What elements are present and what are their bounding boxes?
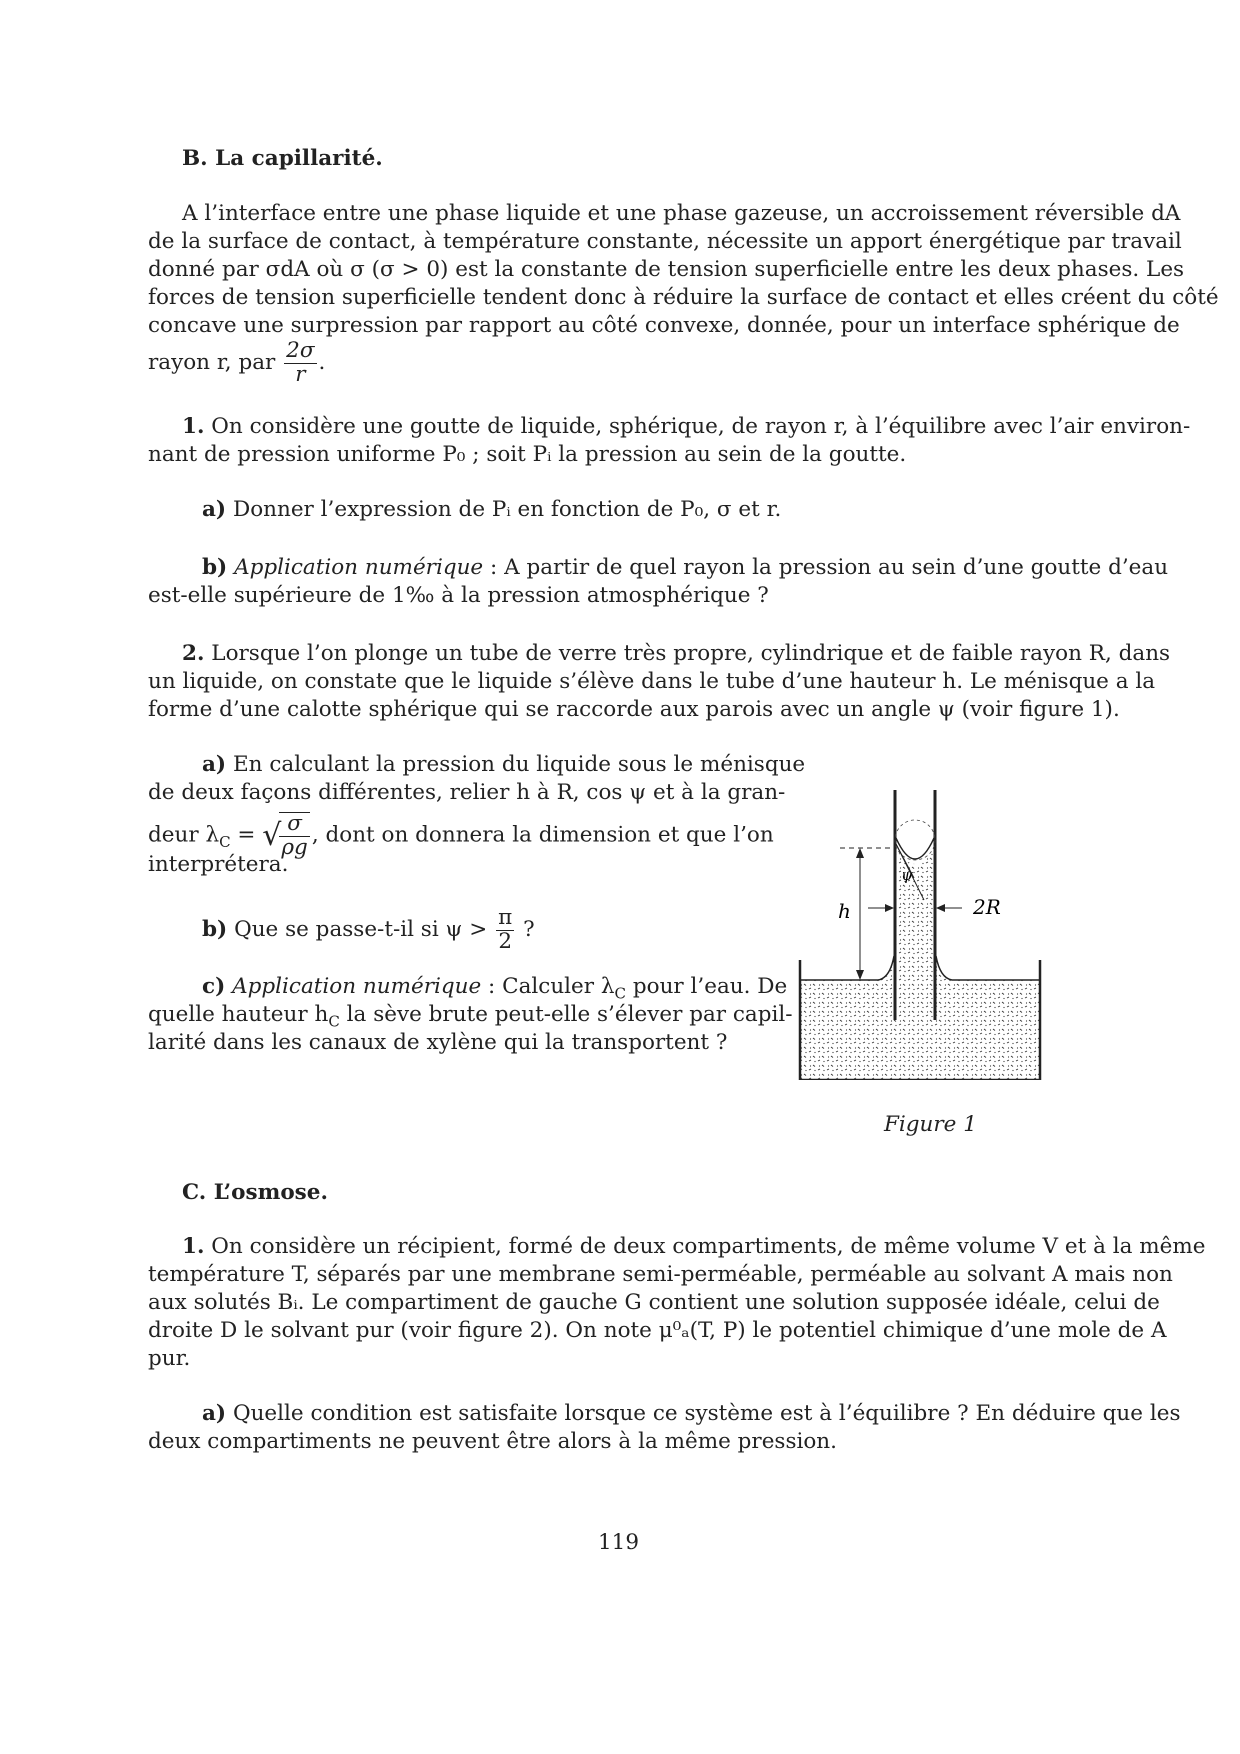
page-number: 119 (598, 1530, 640, 1555)
q2-text: Lorsque l’on plonge un tube de verre très propre, cylindrique et de faible rayon R, dans (211, 641, 1171, 666)
q2c-sub1: C (614, 984, 627, 1003)
c-q1-text: On considère un récipient, formé de deux compartiments, de même volume V et à la même (211, 1234, 1206, 1259)
q2a-sub: C (219, 832, 231, 851)
q2c-text1-end: pour l’eau. De (626, 974, 788, 999)
q2c-text2-end: la sève brute peut-elle s’élever par capil- (339, 1002, 793, 1027)
pi-over-two (496, 907, 514, 953)
q2a-eq: = (230, 822, 263, 848)
h-arrow-bottom (856, 970, 864, 980)
c-q1a-text: Quelle condition est satisfaite lorsque ce système est à l’équilibre ? En déduire que les (232, 1401, 1181, 1426)
q1a (202, 497, 781, 522)
q1-number: 1. (182, 414, 205, 439)
q2b (202, 907, 535, 953)
h-arrow-top (856, 848, 864, 858)
basin-surface-right (936, 956, 1040, 980)
c-q1-line1 (182, 1234, 1206, 1259)
c-q1a-label: a) (202, 1401, 227, 1426)
q2-number: 2. (182, 641, 205, 666)
fraction-numerator: 2σ (286, 338, 315, 363)
q1b-label: b) (202, 555, 228, 580)
q1-line1 (182, 414, 1191, 439)
q2a-line4: interprétera. (148, 852, 289, 877)
fraction-denominator: r (295, 361, 306, 387)
c-q1a-line1 (202, 1401, 1181, 1426)
basin-surface-left (800, 956, 894, 980)
intro-line: forces de tension superficielle tendent donc à réduire la surface de contact et elles créent du côté (148, 285, 1219, 310)
q2-line3: forme d’une calotte sphérique qui se raccorde aux parois avec un angle ψ (voir figure 1). (148, 697, 1120, 722)
q1-text: On considère une goutte de liquide, sphérique, de rayon r, à l’équilibre avec l’air environ- (211, 414, 1191, 439)
sqrt-numerator: σ (279, 813, 309, 837)
2r-arrow-right-head (936, 904, 945, 912)
q2b-end: ? (523, 917, 535, 943)
intro-last-text: rayon r, par (148, 350, 276, 376)
q2b-label: b) (202, 917, 228, 943)
q2a-post: , dont on donnera la dimension et que l’on (311, 822, 774, 848)
q2c-text1: : Calculer λ (481, 974, 615, 999)
intro-line: donné par σdA où σ (σ > 0) est la constante de tension superficielle entre les deux phases. Les (148, 257, 1185, 282)
q1-line2: nant de pression uniforme P₀ ; soit Pᵢ la pression au sein de la goutte. (148, 442, 907, 467)
pi: π (498, 905, 513, 930)
q1b-text: : A partir de quel rayon la pression au sein d’une goutte d’eau (483, 555, 1169, 580)
q2-line2: un liquide, on constate que le liquide s’élève dans le tube d’une hauteur h. Le ménisque a la (148, 669, 1156, 694)
c-q1-line4: droite D le solvant pur (voir figure 2). On note μ⁰ₐ(T, P) le potentiel chimique d’une mole de A (148, 1318, 1167, 1343)
sqrt-sign: √ (262, 818, 282, 854)
figure-1-caption: Figure 1 (884, 1112, 977, 1137)
q1a-text: Donner l’expression de Pᵢ en fonction de P₀, σ et r. (232, 497, 782, 522)
q2c-text2: quelle hauteur h (148, 1002, 329, 1027)
q2a-text: En calculant la pression du liquide sous le ménisque (232, 752, 806, 777)
intro-line: concave une surpression par rapport au côté convexe, donnée, pour un interface sphérique de (148, 313, 1180, 338)
q1b-line1 (202, 555, 1169, 580)
c-q1-line3: aux solutés Bᵢ. Le compartiment de gauche G contient une solution supposée idéale, celui de (148, 1290, 1160, 1315)
q2a-line1 (202, 752, 806, 777)
q2-line1 (182, 641, 1171, 666)
h-label: h (838, 899, 851, 923)
two: 2 (498, 928, 513, 954)
q2b-text: Que se passe-t-il si ψ > (234, 917, 488, 943)
q2a-deur: deur λ (148, 822, 220, 848)
section-b-title: B. La capillarité. (182, 146, 383, 171)
q2a-label: a) (202, 752, 227, 777)
intro-last-line: rayon r, par $\frac{2\sigma}{r}$ . (148, 338, 326, 387)
q2a-line2: de deux façons différentes, relier h à R, cos ψ et à la gran- (148, 780, 786, 805)
figure-1-capillary-diagram (790, 780, 1050, 1080)
2r-arrow-left-head (885, 904, 894, 912)
q2c-line2 (148, 1002, 793, 1031)
psi-label: ψ (901, 866, 913, 884)
basin-bottom-liquid (800, 1020, 1040, 1080)
c-q1-line5: pur. (148, 1346, 191, 1371)
q1b-line2: est-elle supérieure de 1‰ à la pression atmosphérique ? (148, 583, 769, 608)
c-q1a-line2: deux compartiments ne peuvent être alors à la même pression. (148, 1429, 837, 1454)
section-c-title: C. L’osmose. (182, 1180, 328, 1205)
q2c-italic: Application numérique (232, 974, 482, 999)
intro-line: A l’interface entre une phase liquide et une phase gazeuse, un accroissement réversible dA (182, 201, 1181, 226)
pressure-fraction (284, 340, 316, 386)
q1a-label: a) (202, 497, 227, 522)
q2c-line1 (202, 974, 788, 1003)
c-q1-line2: température T, séparés par une membrane semi-perméable, perméable au solvant A mais non (148, 1262, 1173, 1287)
sqrt-denominator: ρg (281, 834, 308, 860)
c-q1-number: 1. (182, 1234, 205, 1259)
intro-line: de la surface de contact, à température constante, nécessite un apport énergétique par travail (148, 229, 1182, 254)
q1b-italic: Application numérique (234, 555, 484, 580)
q2c-label: c) (202, 974, 226, 999)
q2c-sub2: C (328, 1012, 340, 1031)
2r-label: 2R (973, 895, 1001, 919)
q2c-line3: larité dans les canaux de xylène qui la transportent ? (148, 1030, 728, 1055)
